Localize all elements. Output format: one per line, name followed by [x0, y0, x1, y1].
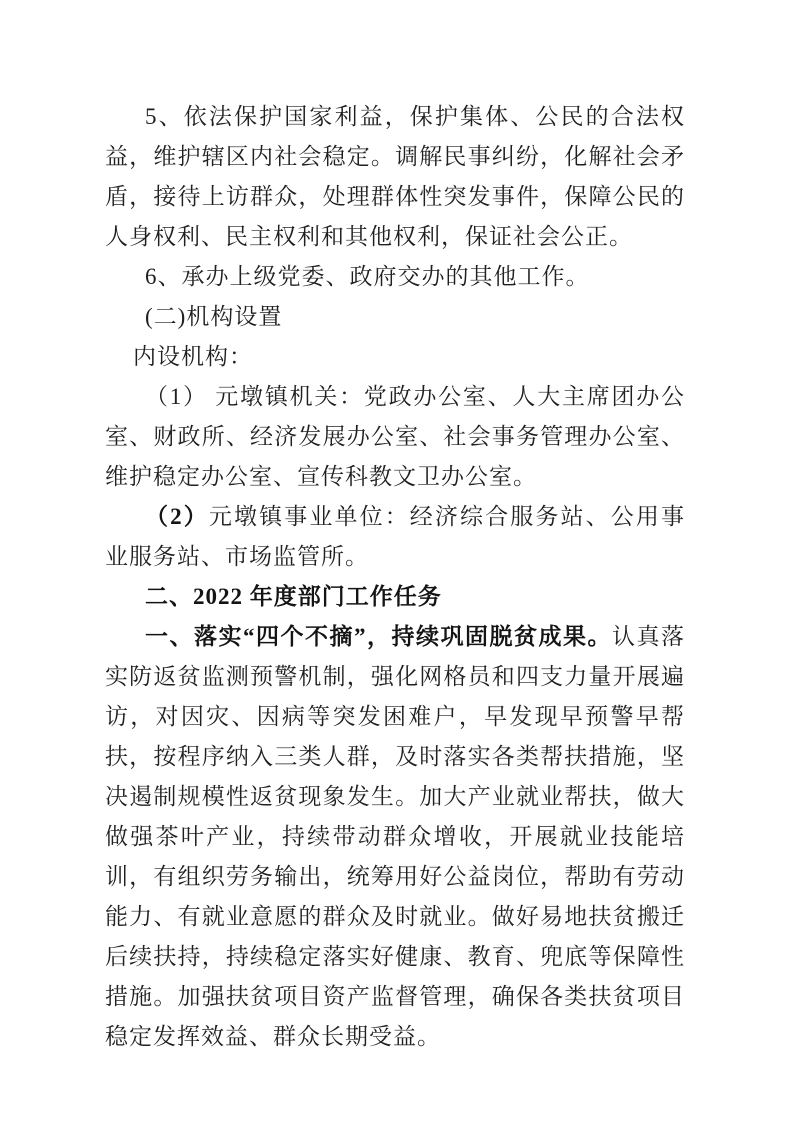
- text-run: 认真落实防返贫监测预警机制，强化网格员和四支力量开展遍访，对因灾、因病等突发困难户，早发现早预警早帮扶，按程序纳入三类人群，及时落实各类帮扶措施，坚决遏制规模性返贫现象发生。加大产业就业帮扶，做大做强茶叶产业，持续带动群众增收，开展就业技能培训，有组织劳务输出，统筹用好公益岗位，帮助有劳动能力、有就业意愿的群众及时就业。做好易地扶贫搬迁后续扶持，持续稳定落实好健康、教育、兜底等保障性措施。加强扶贫项目资产监督管理，确保各类扶贫项目稳定发挥效益、群众长期受益。: [105, 624, 685, 1049]
- paragraph: [105, 497, 685, 577]
- text-run: （1） 元墩镇机关：党政办公室、人大主席团办公室、财政所、经济发展办公室、社会事务管理办公室、维护稳定办公室、宣传科教文卫办公室。: [105, 384, 685, 489]
- paragraph: [105, 617, 685, 1057]
- text-run: 内设机构：: [133, 344, 253, 369]
- text-run: 6、承办上级党委、政府交办的其他工作。: [145, 264, 590, 289]
- text-run: 元墩镇事业单位：经济综合服务站、公用事业服务站、市场监管所。: [105, 504, 686, 569]
- paragraph: [105, 257, 685, 297]
- text-run: 5、依法保护国家利益，保护集体、公民的合法权益，维护辖区内社会稳定。调解民事纠纷，化解社会矛盾，接待上访群众，处理群体性突发事件，保障公民的人身权利、民主权利和其他权利，保证社会公正。: [105, 104, 685, 249]
- bold-text-run: 一、落实“四个不摘”，持续巩固脱贫成果。: [145, 624, 612, 649]
- paragraph: [105, 377, 685, 497]
- text-run: (二)机构设置: [145, 304, 283, 329]
- paragraph: [105, 337, 685, 377]
- document-body: [105, 97, 685, 1057]
- paragraph: [105, 297, 685, 337]
- bold-text-run: 二、2022 年度部门工作任务: [145, 584, 442, 609]
- paragraph: [105, 97, 685, 257]
- paragraph: [105, 577, 685, 617]
- bold-text-run: （2）: [145, 504, 209, 529]
